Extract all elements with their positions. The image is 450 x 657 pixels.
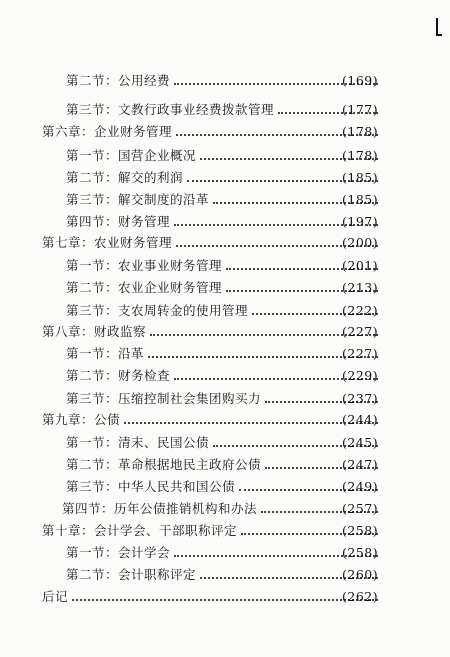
toc-entry (66, 566, 382, 584)
toc-page-number: (262) (342, 589, 379, 604)
toc-page-number: (244) (342, 412, 379, 427)
toc-entry (66, 390, 382, 408)
toc-entry (66, 213, 382, 231)
toc-chapter-entry (42, 234, 382, 252)
toc-page-number: (197) (342, 214, 379, 229)
toc-entry-label: 第三节：压缩控制社会集团购买力 (66, 391, 262, 406)
toc-entry (66, 367, 382, 385)
dot-leader (72, 598, 378, 601)
toc-entry (66, 544, 382, 562)
toc-page-number: (227) (342, 346, 379, 361)
toc-chapter-entry (42, 522, 382, 540)
toc-page-number: (258) (342, 523, 379, 538)
toc-page-number: (245) (342, 435, 379, 450)
toc-entry-label: 第二节：革命根据地民主政府公债 (66, 457, 262, 472)
toc-entry-label: 第六章：企业财务管理 (42, 124, 173, 139)
toc-entry (62, 500, 382, 518)
toc-entry (66, 147, 382, 165)
toc-page-number: (258) (342, 545, 379, 560)
toc-entry-label: 第一节：会计学会 (66, 545, 171, 560)
toc-page-number: (260) (342, 567, 379, 582)
toc-page-number: (178) (342, 124, 379, 139)
toc-entry-label: 第三节：文教行政事业经费拨款管理 (66, 102, 275, 117)
toc-entry (66, 169, 382, 187)
toc-entry-label: 第九章：公债 (42, 412, 121, 427)
dot-leader (124, 421, 378, 424)
toc-entry (66, 72, 382, 90)
toc-chapter-entry (42, 411, 382, 429)
toc-entry (66, 191, 382, 209)
toc-page-number: (227) (342, 324, 379, 339)
toc-entry (66, 257, 382, 275)
toc-entry-label: 第二节：农业企业财务管理 (66, 280, 223, 295)
toc-page-number: (177) (342, 102, 379, 117)
toc-entry-label: 第八章：财政监察 (42, 324, 147, 339)
toc-page-number: (229) (342, 368, 379, 383)
toc-entry-label: 第三节：支农周转金的使用管理 (66, 303, 249, 318)
toc-entry-label: 第二节：财务检查 (66, 368, 171, 383)
toc-entry-label: 第四节：财务管理 (66, 214, 171, 229)
toc-entry-label: 第一节：沿革 (66, 346, 145, 361)
toc-entry-label: 第七章：农业财务管理 (42, 235, 173, 250)
toc-page-number: (213) (342, 280, 379, 295)
toc-entry-label: 第一节：农业事业财务管理 (66, 258, 223, 273)
toc-entry (66, 279, 382, 297)
toc-chapter-entry (42, 123, 382, 141)
toc-entry (66, 345, 382, 363)
toc-entry-label: 第二节：公用经费 (66, 73, 171, 88)
toc-entry-label: 第十章：会计学会、干部职称评定 (42, 523, 238, 538)
toc-entry-label: 第三节：解交制度的沿革 (66, 192, 210, 207)
toc-entry (66, 478, 382, 496)
toc-entry (66, 101, 382, 119)
toc-page-number: (200) (342, 235, 379, 250)
toc-page-number: (249) (342, 479, 379, 494)
toc-page-number: (201) (342, 258, 379, 273)
toc-entry-label: 第二节：会计职称评定 (66, 567, 197, 582)
toc-page-number: (185) (342, 170, 379, 185)
toc-page-number: (222) (342, 303, 379, 318)
toc-entry-label: 第三节：中华人民共和国公债 (66, 479, 236, 494)
corner-mark (436, 18, 438, 36)
toc-entry-label: 第二节：解交的利润 (66, 170, 184, 185)
toc-entry-label: 第一节：清末、民国公债 (66, 435, 210, 450)
toc-entry-label: 后记 (42, 589, 69, 604)
toc-page-number: (257) (342, 501, 379, 516)
toc-entry-label: 第四节：历年公债推销机构和办法 (62, 501, 258, 516)
toc-page-number: (185) (342, 192, 379, 207)
toc-chapter-entry (42, 323, 382, 341)
toc-page-number: (247) (342, 457, 379, 472)
toc-page-number: (237) (342, 391, 379, 406)
toc-entry (66, 302, 382, 320)
toc-afterword-entry (42, 588, 382, 606)
toc-page-number: (169) (342, 73, 379, 88)
toc-entry (66, 456, 382, 474)
toc-entry (66, 434, 382, 452)
toc-entry-label: 第一节：国营企业概况 (66, 148, 197, 163)
toc-page-number: (178) (342, 148, 379, 163)
